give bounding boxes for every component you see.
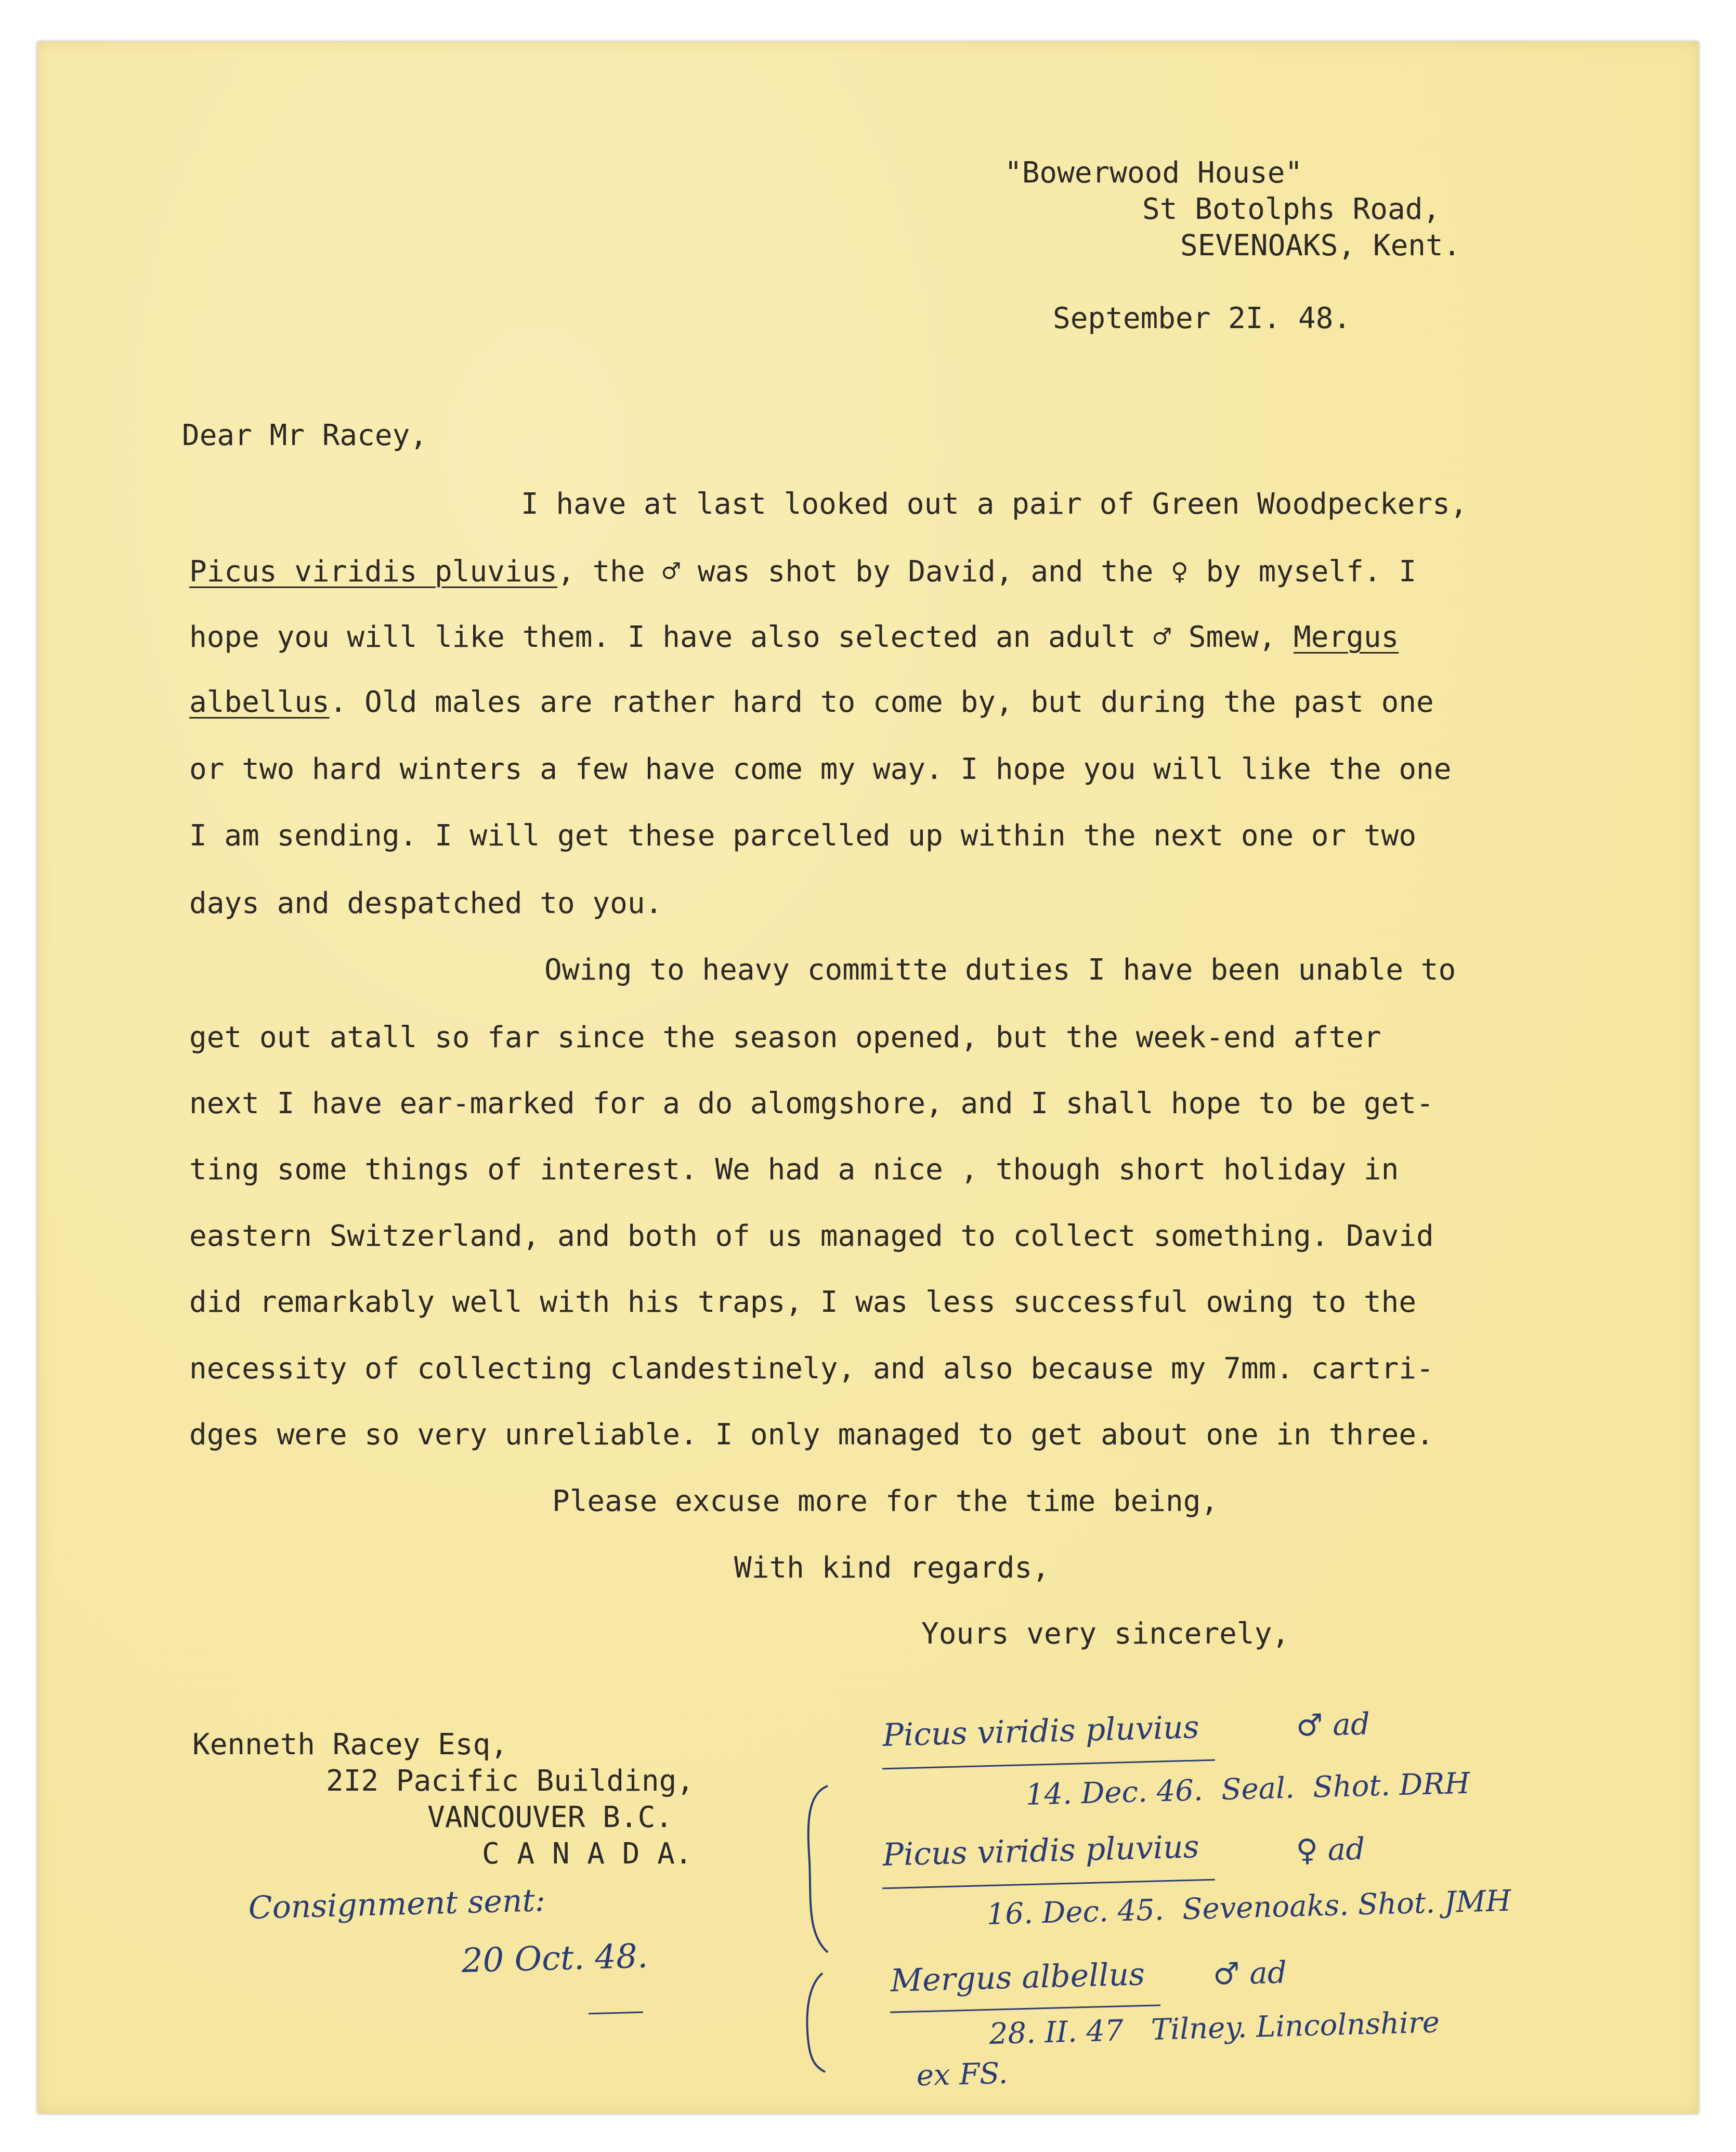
specimen-2-underline (882, 1879, 1215, 1889)
body-line-15: dges were so very unreliable. I only managed to get about one in three. (189, 1418, 1434, 1452)
specimen-3-details: 28. II. 47 Tilney. Lincolnshire (988, 2005, 1440, 2051)
body-line-4-rest: . Old males are rather hard to come by, but during the past one (329, 685, 1434, 719)
specimen-2-name: Picus viridis pluvius (882, 1829, 1200, 1873)
recipient-street: 2I2 Pacific Building, (326, 1764, 695, 1798)
specimen-1-details: 14. Dec. 46. Seal. Shot. DRH (1025, 1766, 1471, 1812)
specimen-1-underline (882, 1759, 1215, 1770)
sender-road: St Botolphs Road, (1142, 192, 1441, 226)
recipient-country: C A N A D A. (482, 1837, 693, 1871)
body-line-11: ting some things of interest. We had a nice , though short holiday in (189, 1153, 1399, 1186)
body-line-13: did remarkably well with his traps, I was less successful owing to the (189, 1285, 1417, 1319)
specimen-brace-lower (794, 1971, 830, 2075)
species-albellus: albellus (189, 685, 330, 719)
specimen-brace-upper (797, 1783, 833, 1955)
specimen-3-extra: ex FS. (916, 2056, 1009, 2093)
sender-house: "Bowerwood House" (1004, 156, 1303, 190)
body-line-6: I am sending. I will get these parcelled up within the next one or two (189, 819, 1417, 853)
body-line-7: days and despatched to you. (189, 886, 663, 920)
body-line-4 (189, 685, 1434, 719)
consignment-date: 20 Oct. 48. (461, 1937, 648, 1980)
body-line-1: I have at last looked out a pair of Green Woodpeckers, (521, 487, 1468, 521)
closing-excuse: Please excuse more for the time being, (552, 1484, 1219, 1518)
body-line-10: next I have ear-marked for a do alomgshore, and I shall hope to be get- (189, 1087, 1434, 1120)
consignment-label: Consignment sent: (247, 1882, 546, 1926)
closing-regards: With kind regards, (734, 1551, 1050, 1585)
specimen-2-details: 16. Dec. 45. Sevenoaks. Shot. JMH (986, 1884, 1512, 1932)
consignment-dash (589, 2012, 643, 2015)
body-line-12: eastern Switzerland, and both of us managed to collect something. David (189, 1219, 1434, 1253)
body-line-5: or two hard winters a few have come my way. I hope you will like the one (189, 752, 1452, 786)
specimen-1-name: Picus viridis pluvius (882, 1709, 1200, 1754)
body-line-8: Owing to heavy committe duties I have been unable to (544, 953, 1456, 987)
closing-sincerely: Yours very sincerely, (921, 1617, 1290, 1651)
species-mergus: Mergus (1294, 620, 1399, 654)
body-line-9: get out atall so far since the season opened, but the week-end after (189, 1021, 1381, 1054)
species-picus: Picus viridis pluvius (189, 555, 558, 589)
body-line-2-rest: , the ♂ was shot by David, and the ♀ by myself. I (557, 555, 1417, 589)
specimen-1-sex: ♂ ad (1295, 1706, 1370, 1743)
body-line-14: necessity of collecting clandestinely, and also because my 7mm. cartri- (189, 1352, 1434, 1386)
specimen-3-name: Mergus albellus (890, 1956, 1145, 1999)
specimen-3-underline (890, 2004, 1160, 2013)
sender-town: SEVENOAKS, Kent. (1180, 229, 1461, 263)
letter-date: September 2I. 48. (1053, 302, 1351, 335)
body-line-2 (189, 555, 1417, 589)
specimen-2-sex: ♀ ad (1295, 1831, 1366, 1868)
specimen-3-sex: ♂ ad (1212, 1954, 1287, 1992)
body-line-3-start: hope you will like them. I have also selected an adult ♂ Smew, (189, 620, 1294, 654)
body-line-3 (189, 620, 1399, 654)
salutation: Dear Mr Racey, (182, 419, 428, 452)
recipient-name: Kenneth Racey Esq, (192, 1728, 508, 1762)
letter-sheet (37, 42, 1699, 2114)
recipient-city: VANCOUVER B.C. (427, 1801, 673, 1834)
